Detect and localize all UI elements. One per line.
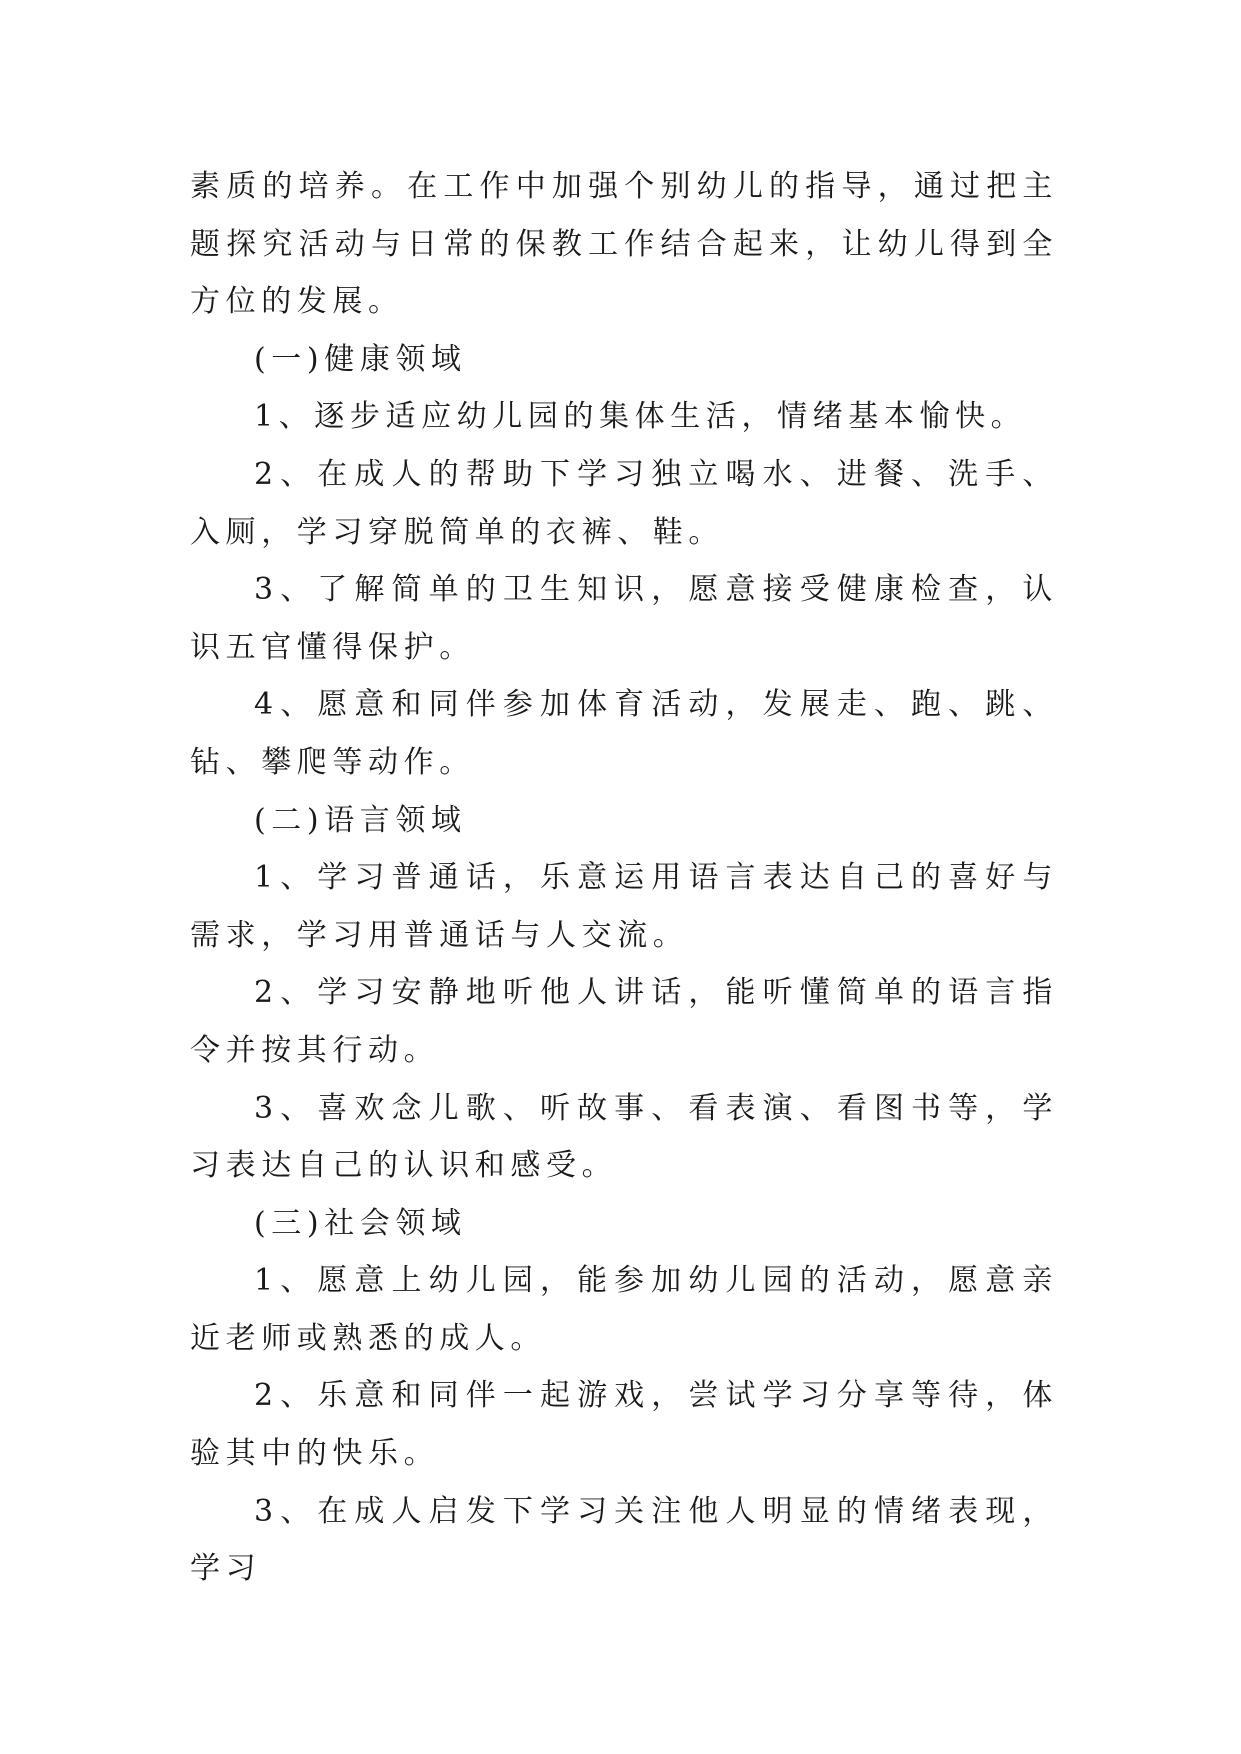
list-item: 1、愿意上幼儿园，能参加幼儿园的活动，愿意亲近老师或熟悉的成人。 [190, 1263, 1058, 1356]
list-item: 2、在成人的帮助下学习独立喝水、进餐、洗手、入厕，学习穿脱简单的衣裤、鞋。 [190, 456, 1058, 550]
list-item: 3、喜欢念儿歌、听故事、看表演、看图书等，学习表达自己的认识和感受。 [190, 1090, 1058, 1184]
list-item: 4、愿意和同伴参加体育活动，发展走、跑、跳、钻、攀爬等动作。 [190, 687, 1058, 780]
list-item: 3、在成人启发下学习关注他人明显的情绪表现，学习 [190, 1493, 1058, 1587]
intro-paragraph: 素质的培养。在工作中加强个别幼儿的指导，通过把主题探究活动与日常的保教工作结合起来，让幼儿得到全方位的发展。 [190, 169, 1058, 320]
section-heading-social: (三)社会领域 [254, 1205, 467, 1241]
document-body [190, 158, 1058, 1598]
list-item: 2、乐意和同伴一起游戏，尝试学习分享等待，体验其中的快乐。 [190, 1378, 1058, 1472]
list-item: 3、了解简单的卫生知识，愿意接受健康检查，认识五官懂得保护。 [190, 572, 1058, 665]
section-heading-language: (二)语言领域 [254, 802, 467, 838]
list-item: 2、学习安静地听他人讲话，能听懂简单的语言指令并按其行动。 [190, 975, 1058, 1068]
section-heading-health: (一)健康领域 [254, 341, 467, 377]
list-item: 1、学习普通话，乐意运用语言表达自己的喜好与需求，学习用普通话与人交流。 [190, 860, 1058, 953]
list-item: 1、逐步适应幼儿园的集体生活，情绪基本愉快。 [254, 399, 1027, 435]
